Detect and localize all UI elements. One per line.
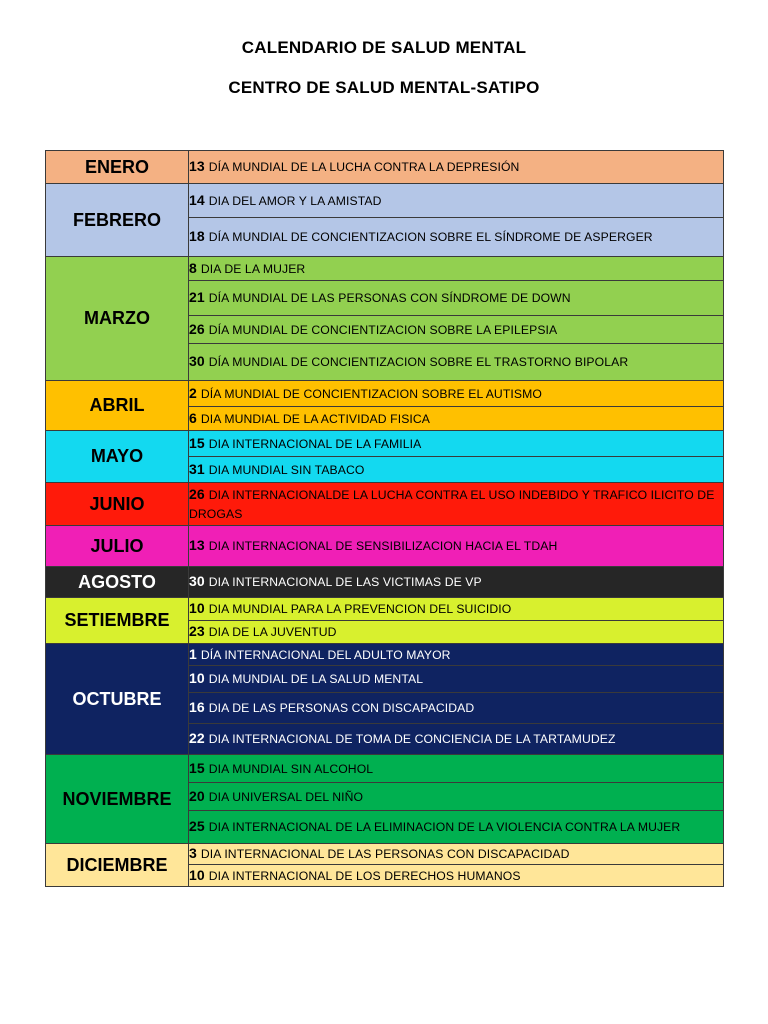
event-cell bbox=[189, 621, 724, 644]
table-row bbox=[46, 483, 724, 526]
event-day: 30 bbox=[189, 353, 205, 369]
event-text: DIA MUNDIAL DE LA SALUD MENTAL bbox=[208, 672, 424, 686]
event-text: DÍA MUNDIAL DE CONCIENTIZACION SOBRE LA EPILEPSIA bbox=[208, 322, 558, 337]
event-cell bbox=[189, 724, 724, 755]
event-day: 31 bbox=[189, 460, 205, 477]
event-text: DIA INTERNACIONAL DE SENSIBILIZACION HACIA EL TDAH bbox=[208, 539, 558, 553]
event-day: 23 bbox=[189, 623, 205, 639]
month-cell: NOVIEMBRE bbox=[46, 755, 189, 844]
month-cell: MAYO bbox=[46, 431, 189, 483]
event-cell bbox=[189, 483, 724, 526]
event-text: DIA INTERNACIONAL DE LOS DERECHOS HUMANOS bbox=[208, 868, 521, 883]
event-cell bbox=[189, 381, 724, 407]
event-cell bbox=[189, 844, 724, 865]
table-row bbox=[46, 567, 724, 598]
event-cell bbox=[189, 344, 724, 381]
event-cell bbox=[189, 184, 724, 218]
month-cell: SETIEMBRE bbox=[46, 598, 189, 644]
event-cell bbox=[189, 457, 724, 483]
event-day: 10 bbox=[189, 866, 205, 883]
event-cell bbox=[189, 431, 724, 457]
month-cell: AGOSTO bbox=[46, 567, 189, 598]
event-text: DIA INTERNACIONAL DE LAS VICTIMAS DE VP bbox=[208, 575, 482, 589]
month-cell: JULIO bbox=[46, 526, 189, 567]
event-cell bbox=[189, 151, 724, 184]
event-text: DÍA INTERNACIONAL DEL ADULTO MAYOR bbox=[200, 647, 451, 662]
event-text: DIA DE LA MUJER bbox=[200, 261, 306, 276]
event-cell bbox=[189, 567, 724, 598]
month-cell: JUNIO bbox=[46, 483, 189, 526]
event-text: DIA UNIVERSAL DEL NIÑO bbox=[208, 789, 364, 804]
event-text: DIA INTERNACIONAL DE TOMA DE CONCIENCIA DE LA TARTAMUDEZ bbox=[208, 732, 616, 746]
event-day: 8 bbox=[189, 259, 197, 276]
event-day: 13 bbox=[189, 158, 205, 174]
table-row bbox=[46, 431, 724, 457]
table-row bbox=[46, 755, 724, 783]
month-cell: ENERO bbox=[46, 151, 189, 184]
table-row bbox=[46, 598, 724, 621]
event-text: DIA DE LA JUVENTUD bbox=[208, 625, 337, 639]
calendar-table bbox=[45, 150, 724, 887]
event-day: 6 bbox=[189, 409, 197, 426]
event-day: 18 bbox=[189, 228, 205, 244]
event-day: 1 bbox=[189, 645, 197, 662]
event-text: DÍA MUNDIAL DE CONCIENTIZACION SOBRE EL AUTISMO bbox=[200, 386, 542, 401]
month-cell: FEBRERO bbox=[46, 184, 189, 257]
event-text: DIA MUNDIAL DE LA ACTIVIDAD FISICA bbox=[200, 411, 431, 426]
event-day: 20 bbox=[189, 787, 205, 804]
event-day: 26 bbox=[189, 485, 205, 502]
page-subtitle: CENTRO DE SALUD MENTAL-SATIPO bbox=[228, 78, 540, 97]
month-cell: OCTUBRE bbox=[46, 644, 189, 755]
event-day: 21 bbox=[189, 289, 205, 305]
event-cell bbox=[189, 783, 724, 811]
month-cell: ABRIL bbox=[46, 381, 189, 431]
event-cell bbox=[189, 644, 724, 666]
event-day: 14 bbox=[189, 191, 205, 208]
page-title: CALENDARIO DE SALUD MENTAL bbox=[241, 38, 527, 57]
month-cell: DICIEMBRE bbox=[46, 844, 189, 887]
table-row bbox=[46, 844, 724, 865]
event-day: 2 bbox=[189, 384, 197, 401]
event-text: DIA MUNDIAL SIN ALCOHOL bbox=[208, 761, 374, 776]
event-text: DIA DEL AMOR Y LA AMISTAD bbox=[208, 193, 382, 208]
event-text: DÍA MUNDIAL DE CONCIENTIZACION SOBRE EL SÍNDROME DE ASPERGER bbox=[208, 230, 653, 244]
event-text: DÍA MUNDIAL DE LA LUCHA CONTRA LA DEPRESIÓN bbox=[208, 160, 520, 174]
event-cell bbox=[189, 755, 724, 783]
event-cell bbox=[189, 693, 724, 724]
event-cell bbox=[189, 666, 724, 693]
event-day: 25 bbox=[189, 818, 205, 834]
event-day: 15 bbox=[189, 759, 205, 776]
event-cell bbox=[189, 281, 724, 316]
event-day: 10 bbox=[189, 600, 205, 616]
event-cell bbox=[189, 526, 724, 567]
event-day: 16 bbox=[189, 699, 205, 715]
event-cell bbox=[189, 407, 724, 431]
event-cell bbox=[189, 865, 724, 887]
event-text: DIA INTERNACIONAL DE LAS PERSONAS CON DISCAPACIDAD bbox=[200, 847, 570, 861]
event-day: 13 bbox=[189, 537, 205, 553]
table-row bbox=[46, 644, 724, 666]
event-cell bbox=[189, 218, 724, 257]
event-day: 15 bbox=[189, 434, 205, 451]
event-text: DIA MUNDIAL PARA LA PREVENCION DEL SUICIDIO bbox=[208, 602, 512, 616]
event-text: DIA DE LAS PERSONAS CON DISCAPACIDAD bbox=[208, 701, 475, 715]
table-row bbox=[46, 257, 724, 281]
table-row bbox=[46, 526, 724, 567]
event-text: DÍA MUNDIAL DE LAS PERSONAS CON SÍNDROME DE DOWN bbox=[208, 291, 571, 305]
table-row bbox=[46, 151, 724, 184]
event-cell bbox=[189, 811, 724, 844]
event-day: 3 bbox=[189, 845, 197, 861]
event-cell bbox=[189, 316, 724, 344]
event-day: 10 bbox=[189, 670, 205, 686]
event-text: DIA INTERNACIONAL DE LA ELIMINACION DE LA VIOLENCIA CONTRA LA MUJER bbox=[208, 820, 681, 834]
event-text: DIA INTERNACIONAL DE LA FAMILIA bbox=[208, 436, 422, 451]
event-text: DÍA MUNDIAL DE CONCIENTIZACION SOBRE EL TRASTORNO BIPOLAR bbox=[208, 355, 629, 369]
event-day: 30 bbox=[189, 573, 205, 589]
table-row bbox=[46, 381, 724, 407]
table-row bbox=[46, 184, 724, 218]
event-day: 22 bbox=[189, 730, 205, 746]
event-text: DIA INTERNACIONALDE LA LUCHA CONTRA EL USO INDEBIDO Y TRAFICO ILICITO DE DROGAS bbox=[189, 487, 715, 521]
event-cell bbox=[189, 257, 724, 281]
event-text: DIA MUNDIAL SIN TABACO bbox=[208, 462, 365, 477]
event-cell bbox=[189, 598, 724, 621]
month-cell: MARZO bbox=[46, 257, 189, 381]
event-day: 26 bbox=[189, 320, 205, 337]
